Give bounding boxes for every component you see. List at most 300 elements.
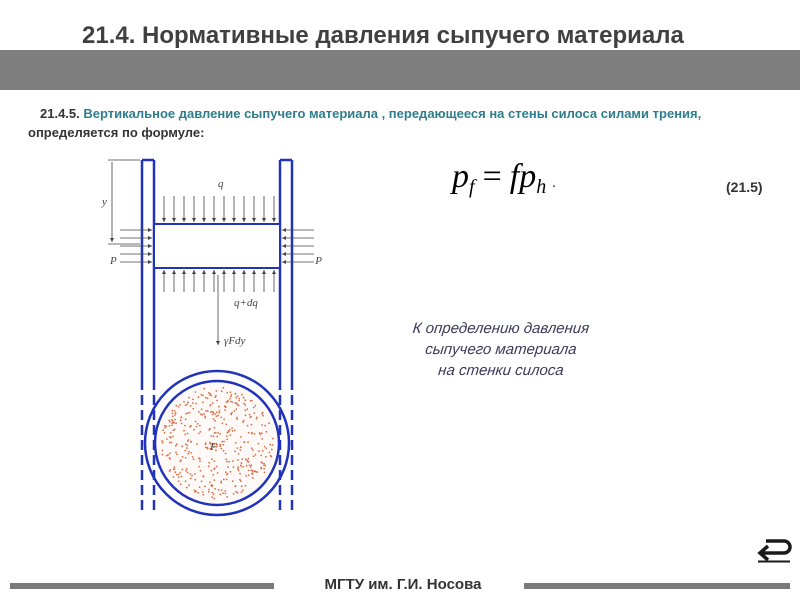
return-arrow-icon[interactable] — [756, 535, 792, 563]
material-dot — [255, 471, 257, 473]
material-dot — [258, 450, 260, 452]
material-dot — [197, 492, 199, 494]
material-dot — [246, 408, 248, 410]
material-dot — [171, 422, 173, 424]
footer-text: МГТУ им. Г.И. Носова — [324, 576, 482, 593]
material-dot — [216, 436, 218, 438]
material-dot — [244, 441, 246, 443]
material-dot — [216, 400, 218, 402]
material-dot — [214, 413, 216, 415]
material-dot — [251, 424, 253, 426]
material-dot — [195, 391, 197, 393]
label-y: y — [102, 196, 107, 208]
material-dot — [214, 420, 216, 422]
material-dot — [173, 422, 175, 424]
material-dot — [202, 475, 204, 477]
material-dot — [166, 455, 168, 457]
material-dot — [188, 484, 190, 486]
material-dot — [190, 478, 192, 480]
material-dot — [169, 425, 171, 427]
material-dot — [187, 440, 189, 442]
material-dot — [261, 432, 263, 434]
material-dot — [197, 423, 199, 425]
material-dot — [198, 433, 200, 435]
material-dot — [184, 450, 186, 452]
material-dot — [194, 473, 196, 475]
material-dot — [253, 455, 255, 457]
material-dot — [236, 417, 238, 419]
material-dot — [215, 390, 217, 392]
material-dot — [235, 491, 237, 493]
material-dot — [232, 460, 234, 462]
material-dot — [235, 397, 237, 399]
material-dot — [233, 493, 235, 495]
material-dot — [239, 449, 241, 451]
material-dot — [230, 401, 232, 403]
material-dot — [236, 408, 238, 410]
material-dot — [242, 466, 244, 468]
material-dot — [162, 454, 164, 456]
material-dot — [176, 454, 178, 456]
material-dot — [243, 397, 245, 399]
material-dot — [226, 496, 228, 498]
material-dot — [229, 429, 231, 431]
material-dot — [210, 411, 212, 413]
material-dot — [201, 414, 203, 416]
material-dot — [219, 444, 221, 446]
label-q: q — [218, 178, 224, 190]
material-dot — [198, 396, 200, 398]
material-dot — [209, 405, 211, 407]
material-dot — [174, 468, 176, 470]
material-dot — [214, 498, 216, 500]
material-dot — [249, 414, 251, 416]
material-dot — [207, 410, 209, 412]
material-dot — [234, 486, 236, 488]
material-dot — [225, 424, 227, 426]
material-dot — [169, 453, 171, 455]
formula-equals: = — [482, 158, 502, 195]
material-dot — [225, 459, 227, 461]
material-dot — [186, 403, 188, 405]
material-dot — [212, 413, 214, 415]
material-dot — [247, 425, 249, 427]
material-dot — [193, 458, 195, 460]
material-dot — [211, 492, 213, 494]
material-dot — [260, 455, 262, 457]
material-dot — [245, 458, 247, 460]
material-dot — [226, 392, 228, 394]
material-dot — [228, 430, 230, 432]
material-dot — [205, 410, 207, 412]
material-dot — [269, 444, 271, 446]
material-dot — [186, 468, 188, 470]
material-dot — [233, 466, 235, 468]
material-dot — [248, 432, 250, 434]
material-dot — [200, 431, 202, 433]
material-dot — [215, 432, 217, 434]
material-dot — [222, 492, 224, 494]
material-dot — [166, 438, 168, 440]
material-dot — [237, 395, 239, 397]
section-number: 21.4.5. — [40, 106, 80, 121]
material-dot — [222, 387, 224, 389]
material-dot — [241, 485, 243, 487]
material-dot — [247, 458, 249, 460]
material-dot — [242, 490, 244, 492]
material-dot — [218, 415, 220, 417]
material-dot — [187, 412, 189, 414]
material-dot — [219, 494, 221, 496]
material-dot — [161, 440, 163, 442]
material-dot — [238, 453, 240, 455]
material-dot — [230, 471, 232, 473]
label-p-right: P — [315, 255, 322, 267]
material-dot — [169, 457, 171, 459]
material-dot — [199, 425, 201, 427]
material-dot — [218, 406, 220, 408]
material-dot — [227, 432, 229, 434]
formula — [452, 158, 556, 199]
material-dot — [181, 445, 183, 447]
material-dot — [189, 412, 191, 414]
caption-line: на стенки силоса — [437, 362, 565, 379]
material-dot — [262, 450, 264, 452]
material-dot — [265, 456, 267, 458]
material-dot — [201, 480, 203, 482]
material-dot — [236, 418, 238, 420]
material-slice — [154, 224, 280, 268]
material-dot — [264, 425, 266, 427]
material-dot — [261, 413, 263, 415]
material-dot — [182, 469, 184, 471]
material-dot — [223, 450, 225, 452]
material-dot — [183, 401, 185, 403]
material-dot — [174, 419, 176, 421]
material-dot — [244, 404, 246, 406]
material-dot — [252, 477, 254, 479]
label-gamma-f-dy: γFdy — [224, 335, 246, 347]
material-dot — [237, 466, 239, 468]
material-dot — [253, 412, 255, 414]
material-dot — [202, 491, 204, 493]
material-dot — [219, 410, 221, 412]
material-dot — [251, 433, 253, 435]
material-dot — [205, 397, 207, 399]
material-dot — [187, 472, 189, 474]
material-dot — [211, 411, 213, 413]
material-dot — [252, 473, 254, 475]
material-dot — [211, 470, 213, 472]
material-dot — [175, 405, 177, 407]
material-dot — [192, 398, 194, 400]
material-dot — [171, 424, 173, 426]
material-dot — [178, 473, 180, 475]
material-dot — [204, 486, 206, 488]
material-dot — [200, 394, 202, 396]
material-dot — [265, 447, 267, 449]
material-dot — [240, 480, 242, 482]
material-dot — [203, 388, 205, 390]
material-dot — [213, 460, 215, 462]
material-dot — [170, 432, 172, 434]
material-dot — [224, 409, 226, 411]
caption-line: К определению давления — [411, 320, 591, 337]
material-dot — [190, 405, 192, 407]
material-dot — [259, 433, 261, 435]
material-dot — [211, 496, 213, 498]
material-dot — [192, 402, 194, 404]
material-dot — [175, 422, 177, 424]
slide-title: 21.4. Нормативные давления сыпучего материала — [82, 22, 684, 49]
material-dot — [222, 422, 224, 424]
material-dot — [214, 396, 216, 398]
section-text — [28, 104, 728, 142]
material-dot — [254, 405, 256, 407]
material-dot — [241, 394, 243, 396]
material-dot — [202, 494, 204, 496]
material-dot — [176, 474, 178, 476]
material-dot — [202, 395, 204, 397]
material-dot — [214, 479, 216, 481]
material-dot — [182, 456, 184, 458]
silo-diagram — [80, 150, 320, 530]
material-dot — [213, 435, 215, 437]
material-dot — [223, 479, 225, 481]
material-dot — [208, 491, 210, 493]
material-dot — [216, 466, 218, 468]
material-dot — [187, 433, 189, 435]
material-dot — [234, 451, 236, 453]
material-dot — [179, 404, 181, 406]
material-dot — [180, 419, 182, 421]
material-dot — [169, 442, 171, 444]
label-q-dq: q+dq — [234, 297, 258, 309]
material-dot — [205, 442, 207, 444]
material-dot — [185, 470, 187, 472]
material-dot — [220, 417, 222, 419]
material-dot — [181, 423, 183, 425]
material-dot — [194, 479, 196, 481]
material-dot — [180, 416, 182, 418]
material-dot — [226, 461, 228, 463]
material-dot — [178, 476, 180, 478]
material-dot — [226, 479, 228, 481]
material-dot — [244, 409, 246, 411]
material-dot — [175, 452, 177, 454]
material-dot — [168, 420, 170, 422]
material-dot — [175, 412, 177, 414]
material-dot — [234, 430, 236, 432]
material-dot — [181, 476, 183, 478]
formula-lhs: p — [452, 158, 469, 195]
material-dot — [183, 430, 185, 432]
formula-rhs-subscript: h — [536, 176, 547, 198]
footer-line-right — [524, 583, 790, 589]
material-dot — [243, 420, 245, 422]
material-dot — [208, 462, 210, 464]
material-dot — [223, 441, 225, 443]
material-dot — [173, 476, 175, 478]
material-dot — [208, 465, 210, 467]
material-dot — [209, 394, 211, 396]
material-dot — [185, 457, 187, 459]
material-dot — [234, 410, 236, 412]
material-dot — [239, 473, 241, 475]
material-dot — [241, 462, 243, 464]
material-dot — [186, 445, 188, 447]
material-dot — [220, 482, 222, 484]
material-dot — [208, 392, 210, 394]
material-dot — [194, 489, 196, 491]
material-dot — [226, 435, 228, 437]
material-dot — [172, 436, 174, 438]
material-dot — [216, 411, 218, 413]
section-text-highlighted: Вертикальное давление сыпучего материала , передающееся на стены силоса силами трения, — [83, 106, 702, 121]
material-dot — [250, 464, 252, 466]
material-dot — [192, 408, 194, 410]
material-dot — [237, 447, 239, 449]
material-dot — [240, 436, 242, 438]
material-dot — [190, 441, 192, 443]
material-dot — [225, 453, 227, 455]
formula-lhs-subscript: f — [469, 176, 475, 198]
material-dot — [213, 418, 215, 420]
material-dot — [216, 415, 218, 417]
material-dot — [199, 460, 201, 462]
material-dot — [172, 415, 174, 417]
material-dot — [227, 466, 229, 468]
material-dot — [196, 426, 198, 428]
material-dot — [207, 447, 209, 449]
material-dot — [195, 421, 197, 423]
caption-line: сыпучего материала — [424, 341, 578, 358]
material-dot — [201, 408, 203, 410]
material-dot — [172, 412, 174, 414]
material-dot — [199, 458, 201, 460]
material-dot — [180, 483, 182, 485]
material-dot — [261, 461, 263, 463]
material-dot — [185, 443, 187, 445]
material-dot — [176, 443, 178, 445]
material-dot — [211, 458, 213, 460]
material-dot — [250, 416, 252, 418]
material-dot — [262, 415, 264, 417]
material-dot — [212, 485, 214, 487]
material-dot — [164, 425, 166, 427]
material-dot — [185, 404, 187, 406]
material-dot — [199, 486, 201, 488]
material-dot — [244, 399, 246, 401]
material-dot — [229, 398, 231, 400]
material-dot — [241, 492, 243, 494]
material-dot — [207, 397, 209, 399]
material-dot — [212, 474, 214, 476]
material-dot — [198, 466, 200, 468]
material-dot — [240, 446, 242, 448]
material-dot — [221, 390, 223, 392]
material-dot — [169, 421, 171, 423]
material-dot — [240, 465, 242, 467]
material-dot — [213, 494, 215, 496]
material-dot — [185, 413, 187, 415]
material-dot — [202, 401, 204, 403]
material-dot — [271, 449, 273, 451]
material-dot — [219, 433, 221, 435]
material-dot — [231, 427, 233, 429]
material-dot — [175, 445, 177, 447]
material-dot — [245, 414, 247, 416]
diagram-caption — [396, 318, 606, 381]
material-dot — [227, 473, 229, 475]
material-dot — [268, 422, 270, 424]
material-dot — [238, 405, 240, 407]
material-dot — [180, 459, 182, 461]
material-dot — [164, 432, 166, 434]
material-dot — [185, 418, 187, 420]
material-dot — [247, 461, 249, 463]
material-dot — [222, 444, 224, 446]
material-dot — [250, 466, 252, 468]
material-dot — [248, 470, 250, 472]
material-dot — [265, 431, 267, 433]
material-dot — [218, 489, 220, 491]
material-dot — [169, 470, 171, 472]
material-dot — [251, 400, 253, 402]
material-dot — [212, 402, 214, 404]
material-dot — [247, 441, 249, 443]
material-dot — [225, 493, 227, 495]
material-dot — [184, 425, 186, 427]
material-dot — [221, 489, 223, 491]
material-dot — [270, 456, 272, 458]
material-dot — [196, 443, 198, 445]
material-dot — [198, 411, 200, 413]
material-dot — [224, 406, 226, 408]
material-dot — [264, 472, 266, 474]
material-dot — [253, 407, 255, 409]
material-dot — [228, 461, 230, 463]
material-dot — [217, 432, 219, 434]
material-dot — [214, 427, 216, 429]
material-dot — [164, 427, 166, 429]
material-dot — [226, 439, 228, 441]
material-dot — [174, 410, 176, 412]
material-dot — [250, 469, 252, 471]
material-dot — [261, 438, 263, 440]
material-dot — [230, 414, 232, 416]
material-dot — [178, 480, 180, 482]
material-dot — [245, 475, 247, 477]
formula-rhs: fp — [509, 158, 537, 195]
material-dot — [260, 467, 262, 469]
material-dot — [264, 465, 266, 467]
material-dot — [190, 425, 192, 427]
material-dot — [231, 412, 233, 414]
material-dot — [223, 418, 225, 420]
material-dot — [246, 465, 248, 467]
material-dot — [243, 403, 245, 405]
material-dot — [203, 413, 205, 415]
material-dot — [230, 391, 232, 393]
material-dot — [173, 466, 175, 468]
material-dot — [241, 458, 243, 460]
material-dot — [192, 456, 194, 458]
material-dot — [205, 447, 207, 449]
material-dot — [208, 489, 210, 491]
material-dot — [221, 441, 223, 443]
material-dot — [232, 480, 234, 482]
